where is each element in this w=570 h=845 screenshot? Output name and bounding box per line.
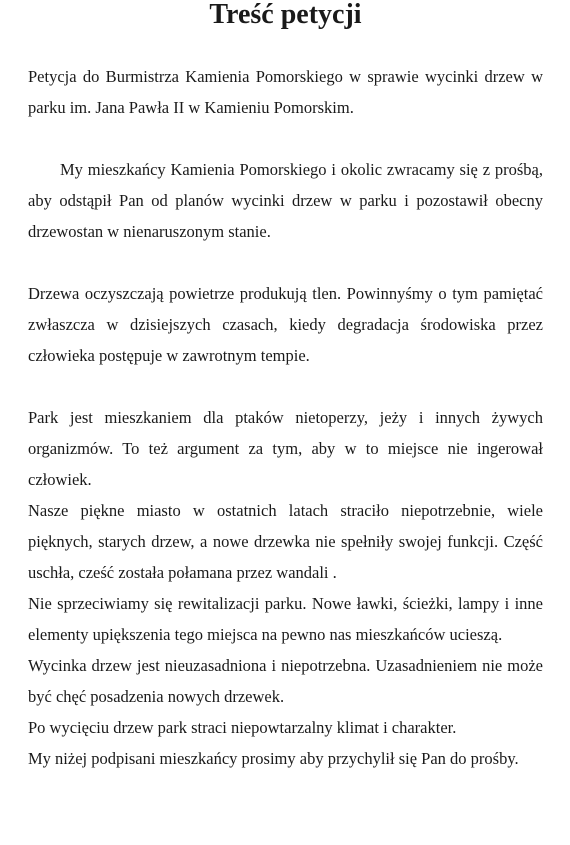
paragraph-climate: Po wycięciu drzew park straci niepowtarzalny klimat i charakter. <box>28 718 457 737</box>
paragraph-revitalization: Nie sprzeciwiamy się rewitalizacji parku. Nowe ławki, ścieżki, lampy i inne elementy upiększenia tego miejsca na pewno nas mieszkańców ucieszą. <box>28 594 543 644</box>
document-title: Treść petycji <box>209 0 362 30</box>
paragraph-request: My mieszkańcy Kamienia Pomorskiego i okolic zwracamy się z prośbą, aby odstąpił Pan od planów wycinki drzew w parku i pozostawił obecny drzewostan w nienaruszonym stanie. <box>28 160 543 241</box>
paragraph-unjustified: Wycinka drzew jest nieuzasadniona i niepotrzebna. Uzasadnieniem nie może być chęć posadzenia nowych drzewek. <box>28 656 543 706</box>
paragraph-intro: Petycja do Burmistrza Kamienia Pomorskiego w sprawie wycinki drzew w parku im. Jana Pawła II w Kamieniu Pomorskim. <box>28 67 543 117</box>
paragraph-closing: My niżej podpisani mieszkańcy prosimy aby przychylił się Pan do prośby. <box>28 749 519 768</box>
paragraph-lost-trees: Nasze piękne miasto w ostatnich latach straciło niepotrzebnie, wiele pięknych, starych drzew, a nowe drzewka nie spełniły swojej funkcji. Część uschła, cześć została połamana przez wandali . <box>28 501 543 582</box>
paragraph-air: Drzewa oczyszczają powietrze produkują tlen. Powinnyśmy o tym pamiętać zwłaszcza w dzisiejszych czasach, kiedy degradacja środowiska przez człowieka postępuje w zawrotnym tempie. <box>28 284 543 365</box>
paragraph-habitat: Park jest mieszkaniem dla ptaków nietoperzy, jeży i innych żywych organizmów. To też argument za tym, aby w to miejsce nie ingerował człowiek. <box>28 408 543 489</box>
